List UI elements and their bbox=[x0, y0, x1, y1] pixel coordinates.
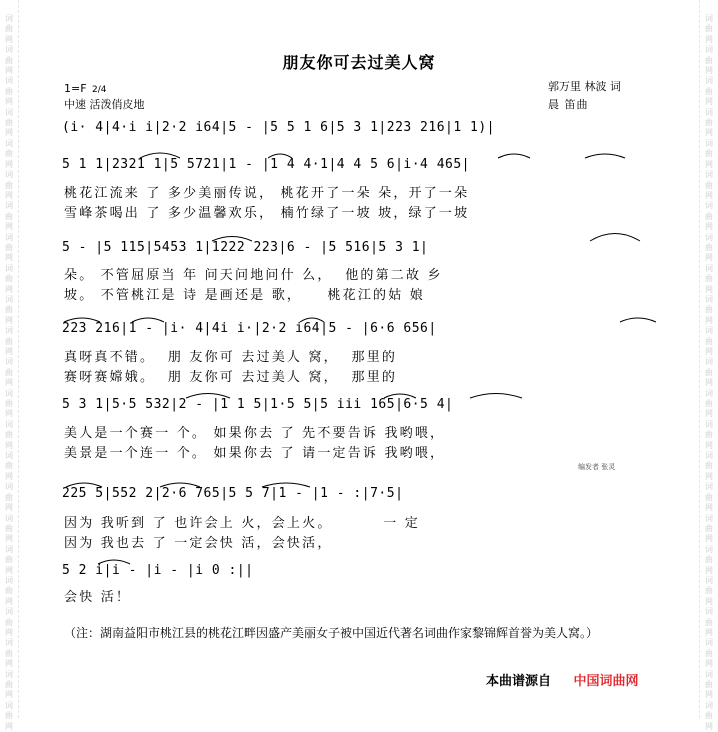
source-label: 本曲谱源自 bbox=[486, 674, 552, 689]
left-border-line bbox=[18, 0, 19, 718]
notation-line-6: 225 5|552 2|2·6 765|5 5 7|1 - |1 - :|7·5| bbox=[62, 486, 404, 501]
right-border-line bbox=[699, 0, 700, 718]
lyric-line-5-verse-2: 美景是一个连一 个。 如果你去 了 请一定告诉 我哟喂， bbox=[64, 446, 446, 461]
lyric-line-7: 会快 活！ bbox=[64, 590, 132, 605]
key-text: 1=F bbox=[64, 82, 87, 95]
composer-credit: 晨 笛曲 bbox=[548, 98, 589, 111]
slur-arc bbox=[498, 154, 530, 158]
lyric-line-4-verse-1: 真呀真不错。 朋 友你可 去过美人 窝， 那里的 bbox=[64, 350, 398, 365]
brand-link[interactable]: 中国词曲网 bbox=[573, 674, 639, 689]
tempo-marking: 中速 活泼俏皮地 bbox=[64, 98, 145, 111]
right-watermark: 词曲网 词曲网 词曲网 词曲网 词曲网 词曲网 词曲网 词曲网 词曲网 词曲网 词曲网 词曲网 词曲网 词曲网 词曲网 词曲网 词曲网 词曲网 词曲网 词曲网 词曲网 词曲网 词曲网 bbox=[705, 14, 713, 731]
slur-arc bbox=[620, 318, 656, 322]
lyric-line-2-verse-1: 桃花江流来 了 多少美丽传说， 桃花开了一朵 朵，开了一朵 bbox=[64, 186, 470, 201]
source-footer bbox=[486, 670, 639, 689]
arranger-signature: 编发者 张灵 bbox=[578, 463, 616, 471]
time-signature: 2/4 bbox=[92, 85, 107, 95]
left-watermark: 词曲网 词曲网 词曲网 词曲网 词曲网 词曲网 词曲网 词曲网 词曲网 词曲网 词曲网 词曲网 词曲网 词曲网 词曲网 词曲网 词曲网 词曲网 词曲网 词曲网 词曲网 词曲网 词曲网 bbox=[5, 14, 13, 731]
notation-line-4: 223 216|1 - |i· 4|4i i·|2·2 i64|5 - |6·6 656| bbox=[62, 321, 437, 336]
slur-arc bbox=[585, 154, 625, 158]
lyric-line-2-verse-2: 雪峰茶喝出 了 多少温馨欢乐， 楠竹绿了一坡 坡，绿了一坡 bbox=[64, 206, 470, 221]
slur-arc bbox=[590, 234, 640, 242]
key-signature bbox=[64, 82, 107, 97]
lyric-line-6-verse-1: 因为 我听到 了 也许会上 火，会上火。 一 定 bbox=[64, 516, 420, 531]
notation-line-3: 5 - |5 115|5453 1|1222 223|6 - |5 516|5 3 1| bbox=[62, 240, 429, 255]
lyricist-credit: 郭万里 林波 词 bbox=[548, 80, 621, 93]
slur-arc bbox=[470, 394, 522, 399]
lyric-line-6-verse-2: 因为 我也去 了 一定会快 活，会快活， bbox=[64, 536, 333, 551]
footnote: （注：湖南益阳市桃江县的桃花江畔因盛产美丽女子被中国近代著名词曲作家黎锦辉首誉为美人窝。） bbox=[64, 626, 599, 640]
notation-line-7: 5 2 i|i - |i - |i 0 :|| bbox=[62, 563, 254, 578]
lyric-line-4-verse-2: 赛呀赛嫦娥。 朋 友你可 去过美人 窝， 那里的 bbox=[64, 370, 398, 385]
lyric-line-3-verse-2: 坡。 不管桃江是 诗 是画还是 歌， 桃花江的姑 娘 bbox=[64, 288, 425, 303]
notation-line-2: 5 1 1|2321 1|5 5721|1 - |1 4 4·1|4 4 5 6|i·4 465| bbox=[62, 157, 471, 172]
lyric-line-5-verse-1: 美人是一个赛一 个。 如果你去 了 先不要告诉 我哟喂， bbox=[64, 426, 446, 441]
song-title: 朋友你可去过美人窝 bbox=[282, 53, 436, 72]
notation-line-5: 5 3 1|5·5 532|2 - |1 1 5|1·5 5|5 iii 165|6·5 4| bbox=[62, 397, 454, 412]
lyric-line-3-verse-1: 朵。 不管屈原当 年 问天问地问什 么， 他的第二故 乡 bbox=[64, 268, 443, 283]
notation-line-1: (i· 4|4·i i|2·2 i64|5 - |5 5 1 6|5 3 1|223 216|1 1)| bbox=[62, 120, 495, 135]
